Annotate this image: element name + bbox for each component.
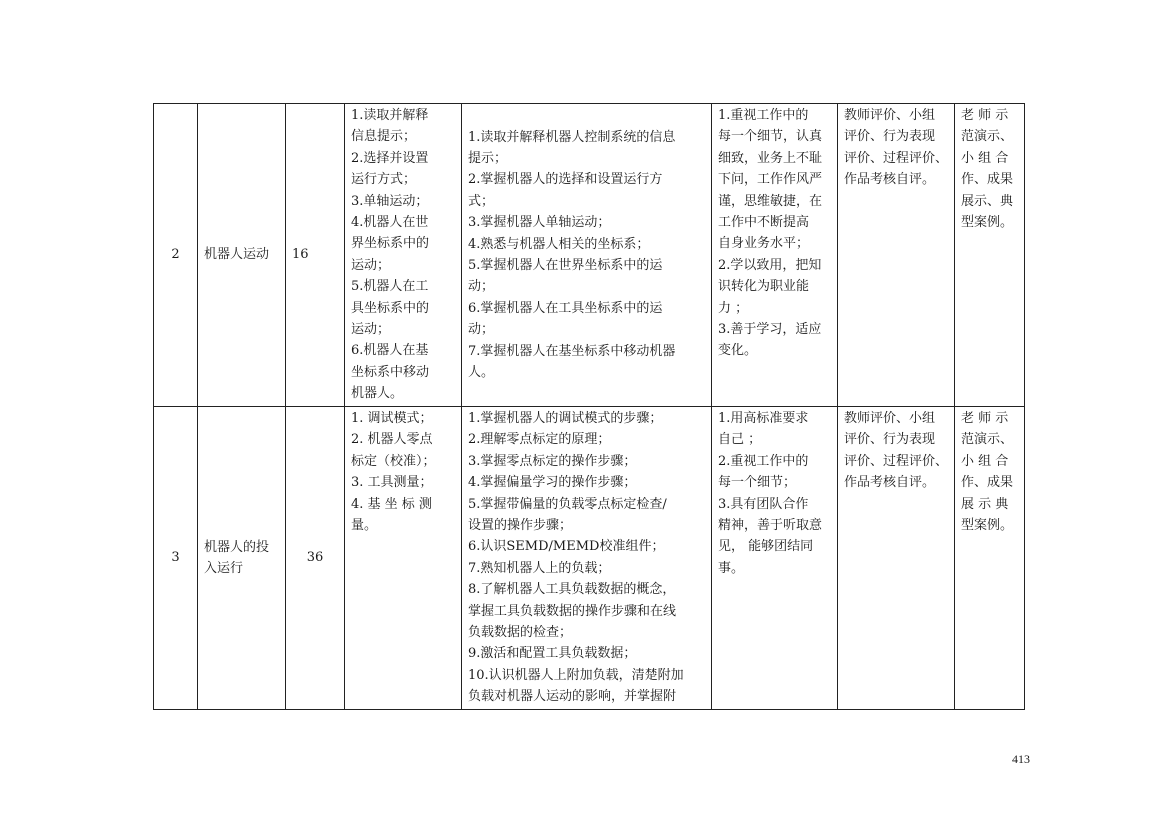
module-name-cell <box>198 407 286 710</box>
cell-line: 3.掌握零点标定的操作步骤； <box>468 453 637 469</box>
cell-line: 动； <box>468 279 495 295</box>
cell-line: 2.选择并设置 <box>351 150 429 166</box>
cell-line: 型案例。 <box>961 518 1014 534</box>
hours-cell: 16 <box>286 104 345 407</box>
cell-line: 老 师 示 <box>961 411 1009 426</box>
cell-line: 评价、行为表现 <box>844 432 936 448</box>
hours-cell: 36 <box>286 407 345 710</box>
table-body <box>154 104 1025 710</box>
cell-line: 识转化为职业能 <box>718 279 810 295</box>
cell-line: 1.读取并解释 <box>351 108 429 123</box>
cell-line: 6.机器人在基 <box>351 343 429 359</box>
cell-line: 式； <box>468 193 495 209</box>
learning-tasks-cell <box>345 104 462 407</box>
cell-line: 下问，工作作风严 <box>718 172 823 188</box>
cell-line: 机器人。 <box>351 386 404 402</box>
cell-line: 2.掌握机器人的选择和设置运行方 <box>468 172 663 188</box>
cell-line: 界坐标系中的 <box>351 236 430 252</box>
cell-line: 小 组 合 <box>961 453 1009 469</box>
cell-line: 作、成果 <box>961 475 1014 491</box>
cell-line: 评价、行为表现 <box>844 129 936 145</box>
cell-line: 提示； <box>468 150 508 166</box>
course-table <box>153 103 1025 710</box>
cell-line: 量。 <box>351 518 378 534</box>
cell-line: 6.认识SEMD/MEMD校准组件； <box>468 539 665 555</box>
cell-line: 谨，思维敏捷，在 <box>718 193 823 209</box>
cell-line: 运动； <box>351 322 391 338</box>
cell-line: 展 示 典 <box>961 496 1009 512</box>
cell-line: 3. 工具测量； <box>351 475 433 491</box>
cell-line: 1.重视工作中的 <box>718 108 809 123</box>
cell-line: 教师评价、小组 <box>844 411 936 426</box>
cell-line: 评价、过程评价、 <box>844 453 948 469</box>
cell-line: 变化。 <box>718 343 758 359</box>
cell-line: 范演示、 <box>961 432 1014 448</box>
cell-line: 老 师 示 <box>961 108 1009 123</box>
cell-line: 2.重视工作中的 <box>718 453 809 469</box>
table-row <box>154 104 1025 407</box>
cell-line: 具坐标系中的 <box>351 300 430 316</box>
cell-line: 评价、过程评价、 <box>844 150 948 166</box>
cell-line: 5.掌握机器人在世界坐标系中的运 <box>468 258 663 273</box>
evaluation-method-cell <box>838 407 955 710</box>
evaluation-method-cell <box>838 104 955 407</box>
knowledge-skills-cell <box>462 407 712 710</box>
cell-line: 2.学以致用，把知 <box>718 257 822 273</box>
cell-line: 每一个细节，认真 <box>718 129 823 145</box>
cell-line: 工作中不断提高 <box>718 215 810 231</box>
quality-requirements-cell <box>712 407 838 710</box>
cell-line: 4. 基 坐 标 测 <box>351 496 432 512</box>
table-row <box>154 407 1025 710</box>
cell-line: 运行方式； <box>351 172 417 188</box>
cell-line: 负载对机器人运动的影响，并掌握附 <box>468 689 677 705</box>
cell-line: 10.认识机器人上附加负载，清楚附加 <box>468 667 684 683</box>
cell-line: 教师评价、小组 <box>844 108 936 123</box>
cell-line: 运动； <box>351 257 391 273</box>
cell-line: 5.掌握带偏量的负载零点标定检查/ <box>468 496 667 512</box>
cell-line: 3.善于学习，适应 <box>718 322 822 338</box>
cell-line: 自身业务水平； <box>718 236 810 252</box>
cell-line: 事。 <box>718 560 745 576</box>
cell-line: 1.掌握机器人的调试模式的步骤； <box>468 411 663 426</box>
cell-line: 1.读取并解释机器人控制系统的信息 <box>468 129 676 145</box>
cell-line: 2.理解零点标定的原理； <box>468 432 611 448</box>
cell-line: 机器人运动 <box>204 247 270 263</box>
cell-line: 负载数据的检查； <box>468 625 573 641</box>
cell-line: 7.掌握机器人在基坐标系中移动机器 <box>468 343 676 359</box>
cell-line: 精神，善于听取意 <box>718 518 823 534</box>
cell-line: 每一个细节； <box>718 475 797 491</box>
cell-line: 入运行 <box>204 561 244 576</box>
row-number-cell: 2 <box>154 104 198 407</box>
cell-line: 小 组 合 <box>961 150 1009 166</box>
cell-line: 机器人的投 <box>204 539 270 555</box>
cell-line: 7.熟知机器人上的负载； <box>468 560 611 576</box>
cell-line: 4.机器人在世 <box>351 215 429 231</box>
cell-line: 1. 调试模式； <box>351 411 433 426</box>
cell-line: 1.用高标准要求 <box>718 411 809 426</box>
teaching-method-cell <box>955 407 1025 710</box>
cell-line: 作、成果 <box>961 172 1014 188</box>
page-number: 413 <box>1012 752 1030 766</box>
learning-tasks-cell <box>345 407 462 710</box>
cell-line: 坐标系中移动 <box>351 364 430 380</box>
cell-line: 9.激活和配置工具负载数据； <box>468 646 637 662</box>
cell-line: 3.单轴运动； <box>351 193 429 209</box>
knowledge-skills-cell <box>462 104 712 407</box>
cell-line: 作品考核自评。 <box>844 475 936 491</box>
cell-line: 4.熟悉与机器人相关的坐标系； <box>468 236 650 252</box>
row-number-cell: 3 <box>154 407 198 710</box>
cell-line: 自己 ； <box>718 432 762 448</box>
cell-line: 5.机器人在工 <box>351 279 429 295</box>
cell-line: 力 ； <box>718 300 749 316</box>
cell-line: 细致，业务上不耻 <box>718 150 823 166</box>
cell-line: 作品考核自评。 <box>844 172 936 188</box>
quality-requirements-cell <box>712 104 838 407</box>
cell-line: 标定（校准）； <box>351 453 436 469</box>
cell-line: 3.掌握机器人单轴运动； <box>468 215 611 231</box>
module-name-cell <box>198 104 286 407</box>
cell-line: 设置的操作步骤； <box>468 518 573 534</box>
cell-line: 展示、典 <box>961 193 1014 209</box>
cell-line: 6.掌握机器人在工具坐标系中的运 <box>468 300 663 316</box>
cell-line: 4.掌握偏量学习的操作步骤； <box>468 475 637 491</box>
cell-line: 人。 <box>468 365 495 381</box>
cell-line: 掌握工具负载数据的操作步骤和在线 <box>468 603 677 619</box>
cell-line: 型案例。 <box>961 215 1014 231</box>
cell-line: 信息提示； <box>351 129 417 145</box>
cell-line: 范演示、 <box>961 129 1014 145</box>
cell-line: 8.了解机器人工具负载数据的概念， <box>468 582 676 598</box>
cell-line: 2. 机器人零点 <box>351 432 433 448</box>
cell-line: 见， 能够团结同 <box>718 539 814 555</box>
cell-line: 动； <box>468 322 495 338</box>
cell-line: 3.具有团队合作 <box>718 496 809 512</box>
teaching-method-cell <box>955 104 1025 407</box>
